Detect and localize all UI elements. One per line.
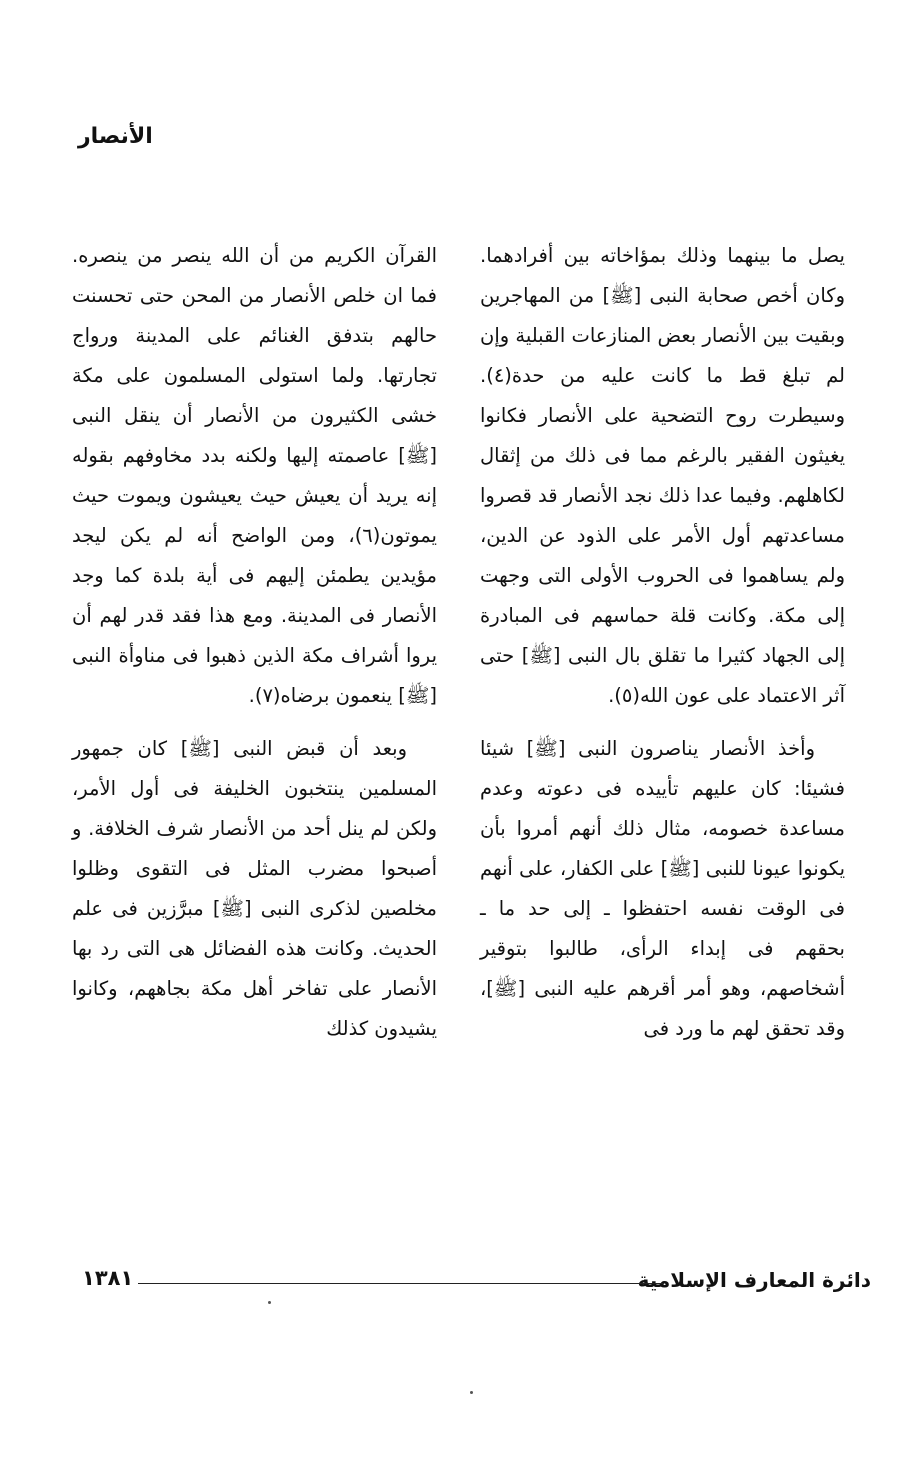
text-column-right <box>480 236 845 1049</box>
footer-publication-title: دائرة المعارف الإسلامية <box>637 1268 871 1292</box>
running-header-title: الأنصار <box>78 124 153 149</box>
scan-speck <box>268 1301 271 1304</box>
paragraph: وأخذ الأنصار يناصرون النبى [ﷺ] شيئا فشيئا: كان عليهم تأييده فى دعوته وعدم مساعدة خصومه، مثال ذلك أنهم أمروا بأن يكونوا عيونا للنبى [ﷺ] على الكفار، على أنهم فى الوقت نفسه احتفظوا ـ إلى حد ما ـ بحقهم فى إبداء الرأى، طالبوا بتوقير أشخاصهم، وهو أمر أقرهم عليه النبى [ﷺ]، وقد تحقق لهم ما ورد فى <box>480 737 845 1040</box>
paragraph: القرآن الكريم من أن الله ينصر من ينصره. فما ان خلص الأنصار من المحن حتى تحسنت حالهم بتدفق الغنائم على المدينة ورواج تجارتها. ولما استولى المسلمون على مكة خشى الكثيرون من الأنصار أن ينقل النبى [ﷺ] عاصمته إليها ولكنه بدد مخاوفهم بقوله إنه يريد أن يعيش حيث يعيشون ويموت حيث يموتون(٦)، ومن الواضح أنه لم يكن ليجد مؤيدين يطمئن إليهم فى أية بلدة كما وجد الأنصار فى المدينة. ومع هذا فقد قدر لهم أن يروا أشراف مكة الذين ذهبوا فى مناوأة النبى [ﷺ] ينعمون برضاه(٧). <box>72 244 437 707</box>
text-column-left <box>72 236 437 1049</box>
paragraph: يصل ما بينهما وذلك بمؤاخاته بين أفرادهما. وكان أخص صحابة النبى [ﷺ] من المهاجرين وبقيت بين الأنصار بعض المنازعات القبلية وإن لم تبلغ قط ما كانت عليه من حدة(٤). وسيطرت روح التضحية على الأنصار فكانوا يغيثون الفقير بالرغم مما فى ذلك من إثقال لكاهلهم. وفيما عدا ذلك نجد الأنصار قد قصروا مساعدتهم أول الأمر على الذود عن الدين، ولم يساهموا فى الحروب الأولى التى وجهت إلى مكة. وكانت قلة حماسهم فى المبادرة إلى الجهاد كثيرا ما تقلق بال النبى [ﷺ] حتى آثر الاعتماد على عون الله(٥). <box>480 244 845 707</box>
footer-rule <box>138 1283 663 1284</box>
scan-speck <box>470 1391 473 1394</box>
page-number: ١٣٨١ <box>82 1266 134 1290</box>
paragraph: وبعد أن قبض النبى [ﷺ] كان جمهور المسلمين ينتخبون الخليفة فى أول الأمر، ولكن لم ينل أحد من الأنصار شرف الخلافة. و أصبحوا مضرب المثل فى التقوى وظلوا مخلصين لذكرى النبى [ﷺ] مبرَّزين فى علم الحديث. وكانت هذه الفضائل هى التى رد بها الأنصار على تفاخر أهل مكة بجاههم، وكانوا يشيدون كذلك <box>72 737 437 1040</box>
